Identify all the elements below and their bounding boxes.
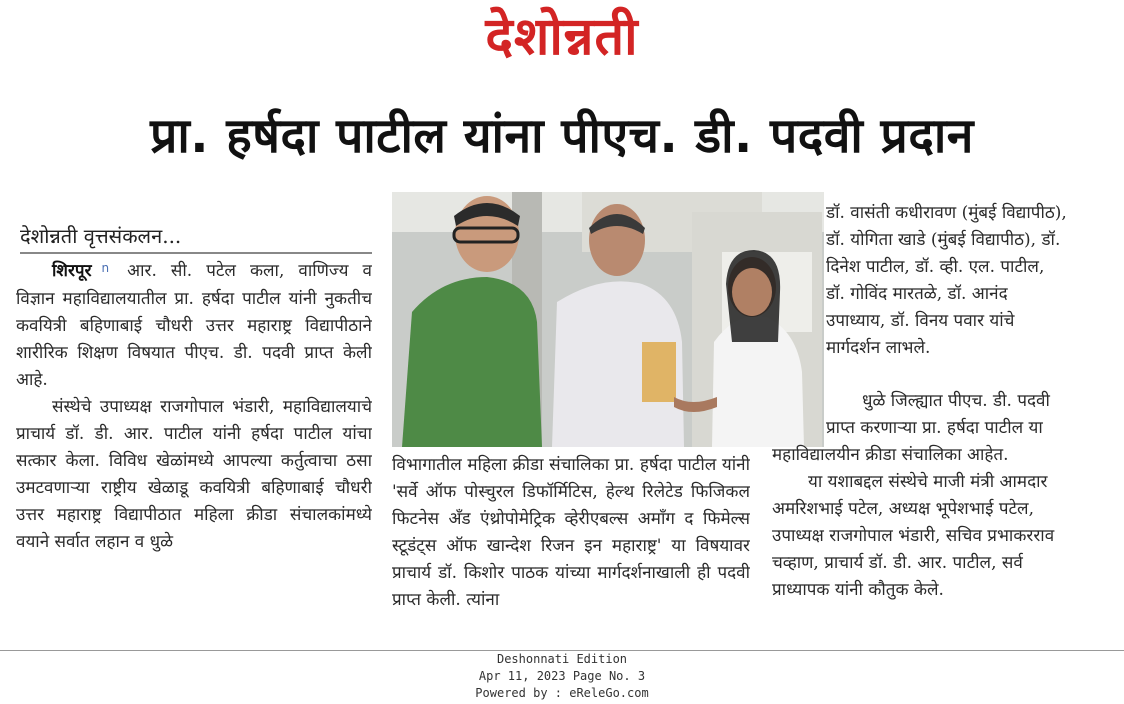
article-paragraph-2: संस्थेचे उपाध्यक्ष राजगोपाल भंडारी, महाविद्यालयाचे प्राचार्य डॉ. डी. आर. पाटील यांनी हर्षदा पाटील यांचा सत्कार केला. विविध खेळांमध्ये आपल्या कर्तुत्वाचा ठसा उमटवणाऱ्या राष्ट्रीय खेळाडू कवयित्री बहिणाबाई चौधरी उत्तर महाराष्ट्र विद्यापीठात महिला क्रीडा संचालकांमध्ये वयाने सर्वात लहान व धुळे (16, 397, 372, 552)
right-line: मार्गदर्शन लाभले. (826, 338, 931, 358)
right-line: धुळे जिल्ह्यात पीएच. डी. पदवी (862, 391, 1050, 411)
right-line: उपाध्यक्ष राजगोपाल भंडारी, सचिव प्रभाकरराव (772, 526, 1055, 546)
right-line: अमरिशभाई पटेल, अध्यक्ष भूपेशभाई पटेल, (772, 499, 1034, 519)
right-line: डॉ. योगिता खाडे (मुंबई विद्यापीठ), डॉ. (826, 230, 1061, 250)
article-middle-column (392, 452, 750, 650)
article-right-column-bottom (772, 388, 1124, 638)
dateline: शिरपूर (52, 261, 92, 281)
right-line: दिनेश पाटील, डॉ. व्ही. एल. पाटील, (826, 257, 1045, 277)
right-line: महाविद्यालयीन क्रीडा संचालिका आहेत. (772, 445, 1009, 465)
byline: देशोन्नती वृत्तसंकलन... (20, 220, 372, 254)
article-left-column (16, 258, 372, 650)
news-photo (392, 192, 824, 447)
article-paragraph-1 (16, 258, 372, 394)
right-line: डॉ. वासंती कधीरावण (मुंबई विद्यापीठ), (826, 203, 1067, 223)
right-line: चव्हाण, प्राचार्य डॉ. डी. आर. पाटील, सर्व (772, 553, 1023, 573)
footer-date-page: Apr 11, 2023 Page No. 3 (478, 669, 646, 683)
article-paragraph-3: विभागातील महिला क्रीडा संचालिका प्रा. हर्षदा पाटील यांनी 'सर्वे ऑफ पोस्चुरल डिफॉर्मिटिस, हेल्थ रिलेटेड फिजिकल फिटनेस अँड एंथ्रोपोमेट्रिक व्हेरीएबल्स अमाँग द फिमेल्स स्टूडंट्स ऑफ खान्देश रिजन इन महाराष्ट्र' या विषयावर प्राचार्य डॉ. किशोर पाठक यांच्या मार्गदर्शनाखाली ही पदवी प्राप्त केली. त्यांना (392, 455, 750, 610)
headline: प्रा. हर्षदा पाटील यांना पीएच. डी. पदवी प्रदान (150, 108, 974, 164)
edition-footer (0, 650, 1124, 704)
right-line: उपाध्याय, डॉ. विनय पवार यांचे (826, 311, 1015, 331)
footer-powered-by: Powered by : eReleGo.com (475, 686, 649, 700)
article-right-column-top (826, 200, 1124, 384)
right-line: प्राध्यापक यांनी कौतुक केले. (772, 580, 944, 600)
right-line: डॉ. गोविंद मारतळे, डॉ. आनंद (826, 284, 1008, 304)
right-line: या यशाबद्दल संस्थेचे माजी मंत्री आमदार (808, 472, 1048, 492)
right-line: प्राप्त करणाऱ्या प्रा. हर्षदा पाटील या (826, 418, 1043, 438)
photo-illustration (392, 192, 824, 447)
footer-edition: Deshonnati Edition (496, 652, 628, 666)
paragraph-1-text: आर. सी. पटेल कला, वाणिज्य व विज्ञान महाविद्यालयातील प्रा. हर्षदा पाटील यांनी नुकतीच कवयित्री बहिणाबाई चौधरी उत्तर महाराष्ट्र विद्यापीठाने शारीरिक शिक्षण विषयात पीएच. डी. पदवी प्राप्त केली आहे. (16, 261, 372, 390)
masthead-logo: देशोन्नती (485, 7, 639, 67)
dateline-mark: n (101, 261, 110, 275)
